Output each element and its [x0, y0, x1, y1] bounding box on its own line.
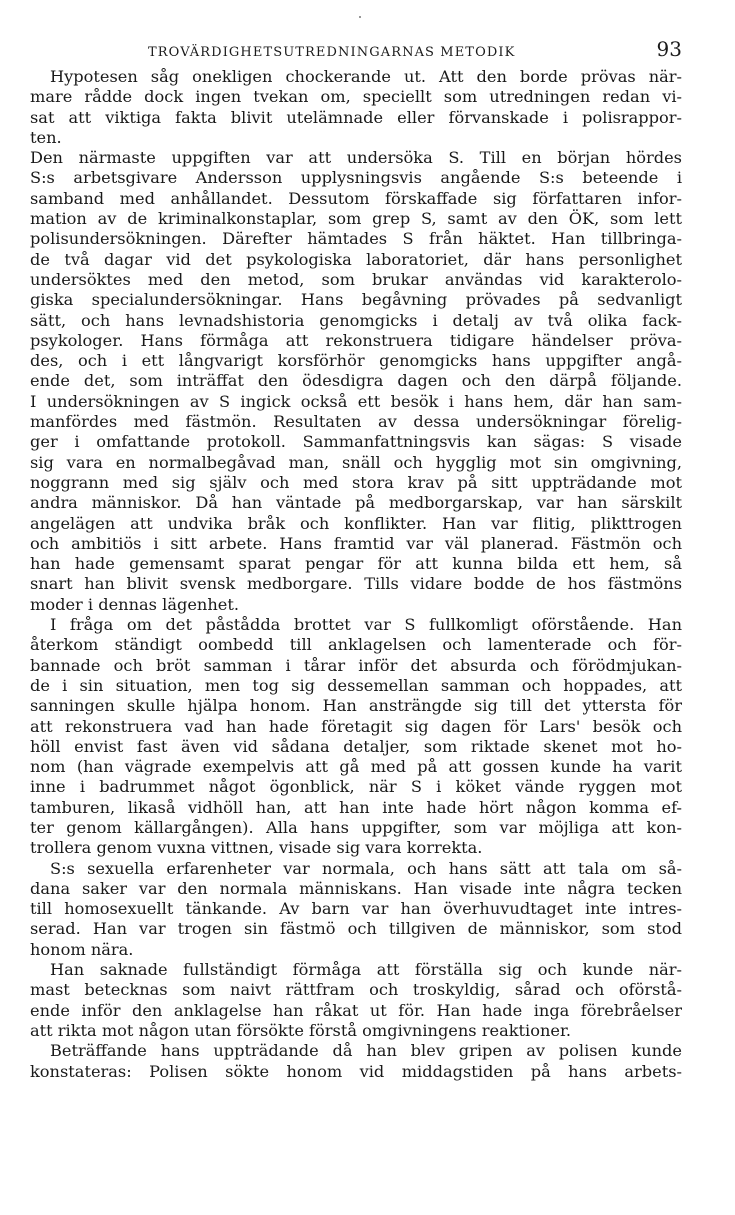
text-line: S:s arbetsgivare Andersson upplysningsvis angående S:s beteende i	[30, 168, 682, 188]
text-line: mare rådde dock ingen tvekan om, speciellt som utredningen redan vi-	[30, 87, 682, 107]
text-line: manfördes med fästmön. Resultaten av dessa undersökningar förelig-	[30, 412, 682, 432]
running-head	[30, 36, 682, 66]
text-line: konstateras: Polisen sökte honom vid middagstiden på hans arbets-	[30, 1061, 682, 1081]
text-line: serad. Han var trogen sin fästmö och tillgiven de människor, som stod	[30, 919, 682, 939]
text-line: I fråga om det påstådda brottet var S fullkomligt oförstående. Han	[50, 615, 682, 635]
text-line: angelägen att undvika bråk och konflikter. Han var flitig, plikttrogen	[30, 513, 682, 533]
text-line: ende inför den anklagelse han råkat ut för. Han hade inga förebråelser	[30, 1000, 682, 1020]
text-line: tamburen, likaså vidhöll han, att han inte hade hört någon komma ef-	[30, 797, 682, 817]
running-title: TROVÄRDIGHETSUTREDNINGARNAS METODIK	[148, 45, 516, 60]
text-line: inne i badrummet något ögonblick, när S i köket vände ryggen mot	[30, 777, 682, 797]
text-line: han hade gemensamt sparat pengar för att kunna bilda ett hem, så	[30, 554, 682, 574]
text-line: och ambitiös i sitt arbete. Hans framtid var väl planerad. Fästmön och	[30, 533, 682, 553]
text-line: nom (han vägrade exempelvis att gå med på att gossen kunde ha varit	[30, 757, 682, 777]
text-line: dana saker var den normala människans. Han visade inte några tecken	[30, 878, 682, 898]
text-line: Han saknade fullständigt förmåga att förställa sig och kunde när-	[50, 960, 682, 980]
text-line: moder i dennas lägenhet.	[30, 594, 239, 614]
text-line: de i sin situation, men tog sig dessemellan samman och hoppades, att	[30, 675, 682, 695]
text-line: att rekonstruera vad han hade företagit sig dagen för Lars' besök och	[30, 716, 682, 736]
text-line: sätt, och hans levnadshistoria genomgicks i detalj av två olika fack-	[30, 310, 682, 330]
text-line: återkom ständigt oombedd till anklagelsen och lamenterade och för-	[30, 635, 682, 655]
text-line: sat att viktiga fakta blivit utelämnade eller förvanskade i polisrappor-	[30, 107, 682, 127]
text-line: trollera genom vuxna vittnen, visade sig vara korrekta.	[30, 838, 483, 858]
text-line: sanningen skulle hjälpa honom. Han ansträngde sig till det yttersta för	[30, 696, 682, 716]
text-line: noggrann med sig själv och med stora krav på sitt uppträdande mot	[30, 472, 682, 492]
text-line: psykologer. Hans förmåga att rekonstruera tidigare händelser pröva-	[30, 330, 682, 350]
text-line: mation av de kriminalkonstaplar, som grep S, samt av den ÖK, som lett	[30, 209, 682, 229]
text-line: till homosexuellt tänkande. Av barn var han överhuvudtaget inte intres-	[30, 899, 682, 919]
text-line: polisundersökningen. Därefter hämtades S från häktet. Han tillbringa-	[30, 229, 682, 249]
text-line: Beträffande hans uppträdande då han blev gripen av polisen kunde	[50, 1041, 682, 1061]
book-page	[30, 36, 682, 1082]
text-line: Den närmaste uppgiften var att undersöka S. Till en början hördes	[30, 148, 682, 168]
text-line: I undersökningen av S ingick också ett besök i hans hem, där han sam-	[30, 391, 682, 411]
body-text	[30, 67, 682, 1082]
text-line: de två dagar vid det psykologiska laboratoriet, där hans personlighet	[30, 249, 682, 269]
text-line: Hypotesen såg onekligen chockerande ut. Att den borde prövas när-	[50, 67, 682, 86]
text-line: sig vara en normalbegåvad man, snäll och hygglig mot sin omgivning,	[30, 452, 682, 472]
text-line: mast betecknas som naivt rättfram och troskyldig, sårad och oförstå-	[30, 980, 682, 1000]
print-speck	[359, 16, 361, 18]
text-line: andra människor. Då han väntade på medborgarskap, var han särskilt	[30, 493, 682, 513]
text-line: samband med anhållandet. Dessutom förskaffade sig författaren infor-	[30, 188, 682, 208]
text-line: ger i omfattande protokoll. Sammanfattningsvis kan sägas: S visade	[30, 432, 682, 452]
text-line: snart han blivit svensk medborgare. Tills vidare bodde de hos fästmöns	[30, 574, 682, 594]
text-line: undersöktes med den metod, som brukar användas vid karakterolo-	[30, 269, 682, 289]
text-line: att rikta mot någon utan försökte förstå omgivningens reaktioner.	[30, 1020, 572, 1040]
text-line: giska specialundersökningar. Hans begåvning prövades på sedvanligt	[30, 290, 682, 310]
text-line: des, och i ett långvarigt korsförhör genomgicks hans uppgifter angå-	[30, 351, 682, 371]
text-line: S:s sexuella erfarenheter var normala, och hans sätt att tala om så-	[50, 858, 682, 878]
text-line: höll envist fast även vid sådana detaljer, som riktade skenet mot ho-	[30, 736, 682, 756]
text-line: bannade och bröt samman i tårar inför det absurda och förödmjukan-	[30, 655, 682, 675]
text-line: honom nära.	[30, 939, 134, 959]
text-line: ten.	[30, 127, 62, 147]
text-line: ende det, som inträffat den ödesdigra dagen och den därpå följande.	[30, 371, 682, 391]
text-line: ter genom källargången). Alla hans uppgifter, som var möjliga att kon-	[30, 817, 682, 837]
page-number: 93	[656, 37, 682, 61]
